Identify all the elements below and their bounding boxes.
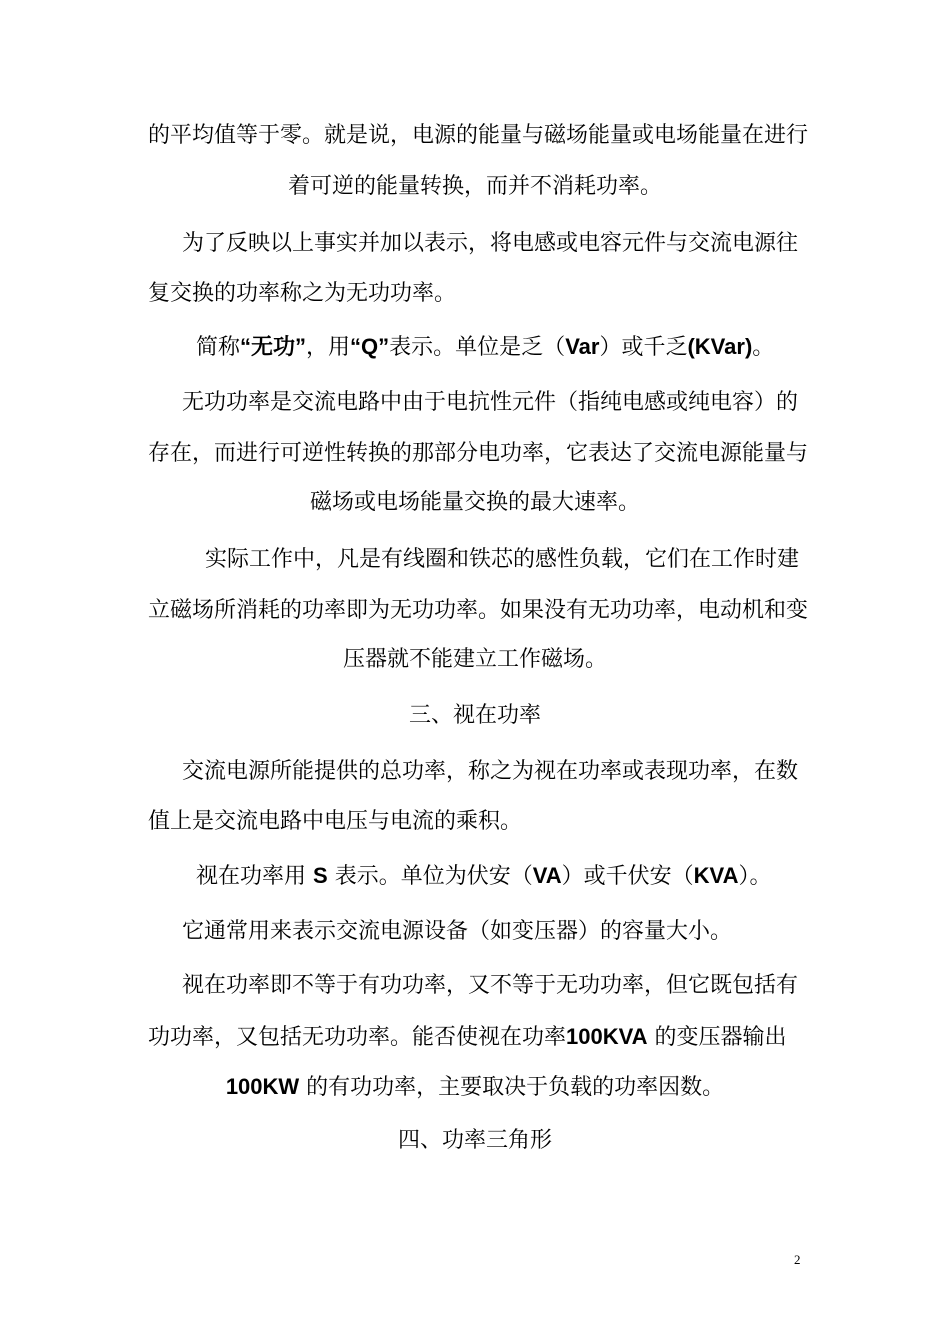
text-span-bold: VA xyxy=(532,863,562,888)
text-span: ）。 xyxy=(738,864,772,889)
text-span: 值上是交流电路中电压与电流的乘积。 xyxy=(148,809,523,834)
text-line xyxy=(196,862,772,891)
text-span: 表示。单位为伏安（ xyxy=(334,864,533,889)
text-line xyxy=(0,1073,950,1102)
text-line xyxy=(182,230,798,258)
text-line xyxy=(182,758,798,786)
text-span-bold: S xyxy=(313,863,328,888)
text-line xyxy=(148,597,808,625)
text-span: 交流电源所能提供的总功率，称之为视在功率或表现功率，在数 xyxy=(182,759,799,784)
text-span: 的变压器输出 xyxy=(654,1025,787,1050)
text-line xyxy=(148,1023,787,1052)
text-span: 的有功功率，主要取决于负载的功率因数。 xyxy=(306,1075,725,1100)
text-span: 它通常用来表示交流电源设备（如变压器）的容量大小。 xyxy=(182,919,733,944)
text-span: 简称 xyxy=(196,335,241,360)
text-span-bold: 100KW xyxy=(225,1074,300,1099)
text-line xyxy=(182,972,798,1000)
text-span: 的平均值等于零。就是说，电源的能量与磁场能量或电场能量在进行 xyxy=(148,123,809,148)
text-line xyxy=(182,918,732,946)
text-line xyxy=(0,489,950,517)
text-span: 存在，而进行可逆性转换的那部分电功率，它表达了交流电源能量与 xyxy=(148,441,809,466)
text-span-bold: KVA xyxy=(693,863,739,888)
text-span-bold: Var xyxy=(565,334,600,359)
text-line xyxy=(182,389,798,417)
text-span: 视在功率即不等于有功功率，又不等于无功功率，但它既包括有 xyxy=(182,973,799,998)
text-span: 功功率，又包括无功功率。能否使视在功率 xyxy=(148,1025,567,1050)
text-span: 磁场或电场能量交换的最大速率。 xyxy=(309,490,640,515)
text-span: 无功功率是交流电路中由于电抗性元件（指纯电感或纯电容）的 xyxy=(182,390,799,415)
text-span: 实际工作中，凡是有线圈和铁芯的感性负载，它们在工作时建 xyxy=(205,547,800,572)
text-span: 表示。单位是乏（ xyxy=(389,335,566,360)
text-span: 立磁场所消耗的功率即为无功功率。如果没有无功功率，电动机和变 xyxy=(148,598,809,623)
text-span-bold: “Q” xyxy=(350,334,390,359)
text-line xyxy=(148,440,808,468)
page-number: 2 xyxy=(794,1252,801,1267)
text-line xyxy=(196,333,774,362)
text-span: ）或千伏安（ xyxy=(561,864,694,889)
text-span-bold: 100KVA xyxy=(566,1024,648,1049)
text-span: 视在功率用 xyxy=(196,864,307,889)
text-span-bold: (KVar) xyxy=(687,334,753,359)
text-span: ）或千乏 xyxy=(599,335,688,360)
text-span: 复交换的功率称之为无功功率。 xyxy=(148,281,457,306)
heading-text: 四、功率三角形 xyxy=(397,1128,552,1153)
text-line xyxy=(0,646,950,674)
text-line xyxy=(148,808,522,836)
text-line xyxy=(205,546,799,574)
text-line xyxy=(0,173,950,201)
heading-text: 三、视在功率 xyxy=(408,703,541,728)
text-span: 着可逆的能量转换，而并不消耗功率。 xyxy=(287,174,662,199)
text-span: 为了反映以上事实并加以表示，将电感或电容元件与交流电源往 xyxy=(182,231,799,256)
section-heading xyxy=(0,1127,950,1155)
text-line xyxy=(148,280,456,308)
text-line xyxy=(148,122,808,150)
text-span-bold: “无功” xyxy=(240,334,307,359)
section-heading xyxy=(0,702,950,730)
text-span: 。 xyxy=(752,335,775,360)
text-span: 压器就不能建立工作磁场。 xyxy=(342,647,607,672)
text-span: ，用 xyxy=(306,335,351,360)
